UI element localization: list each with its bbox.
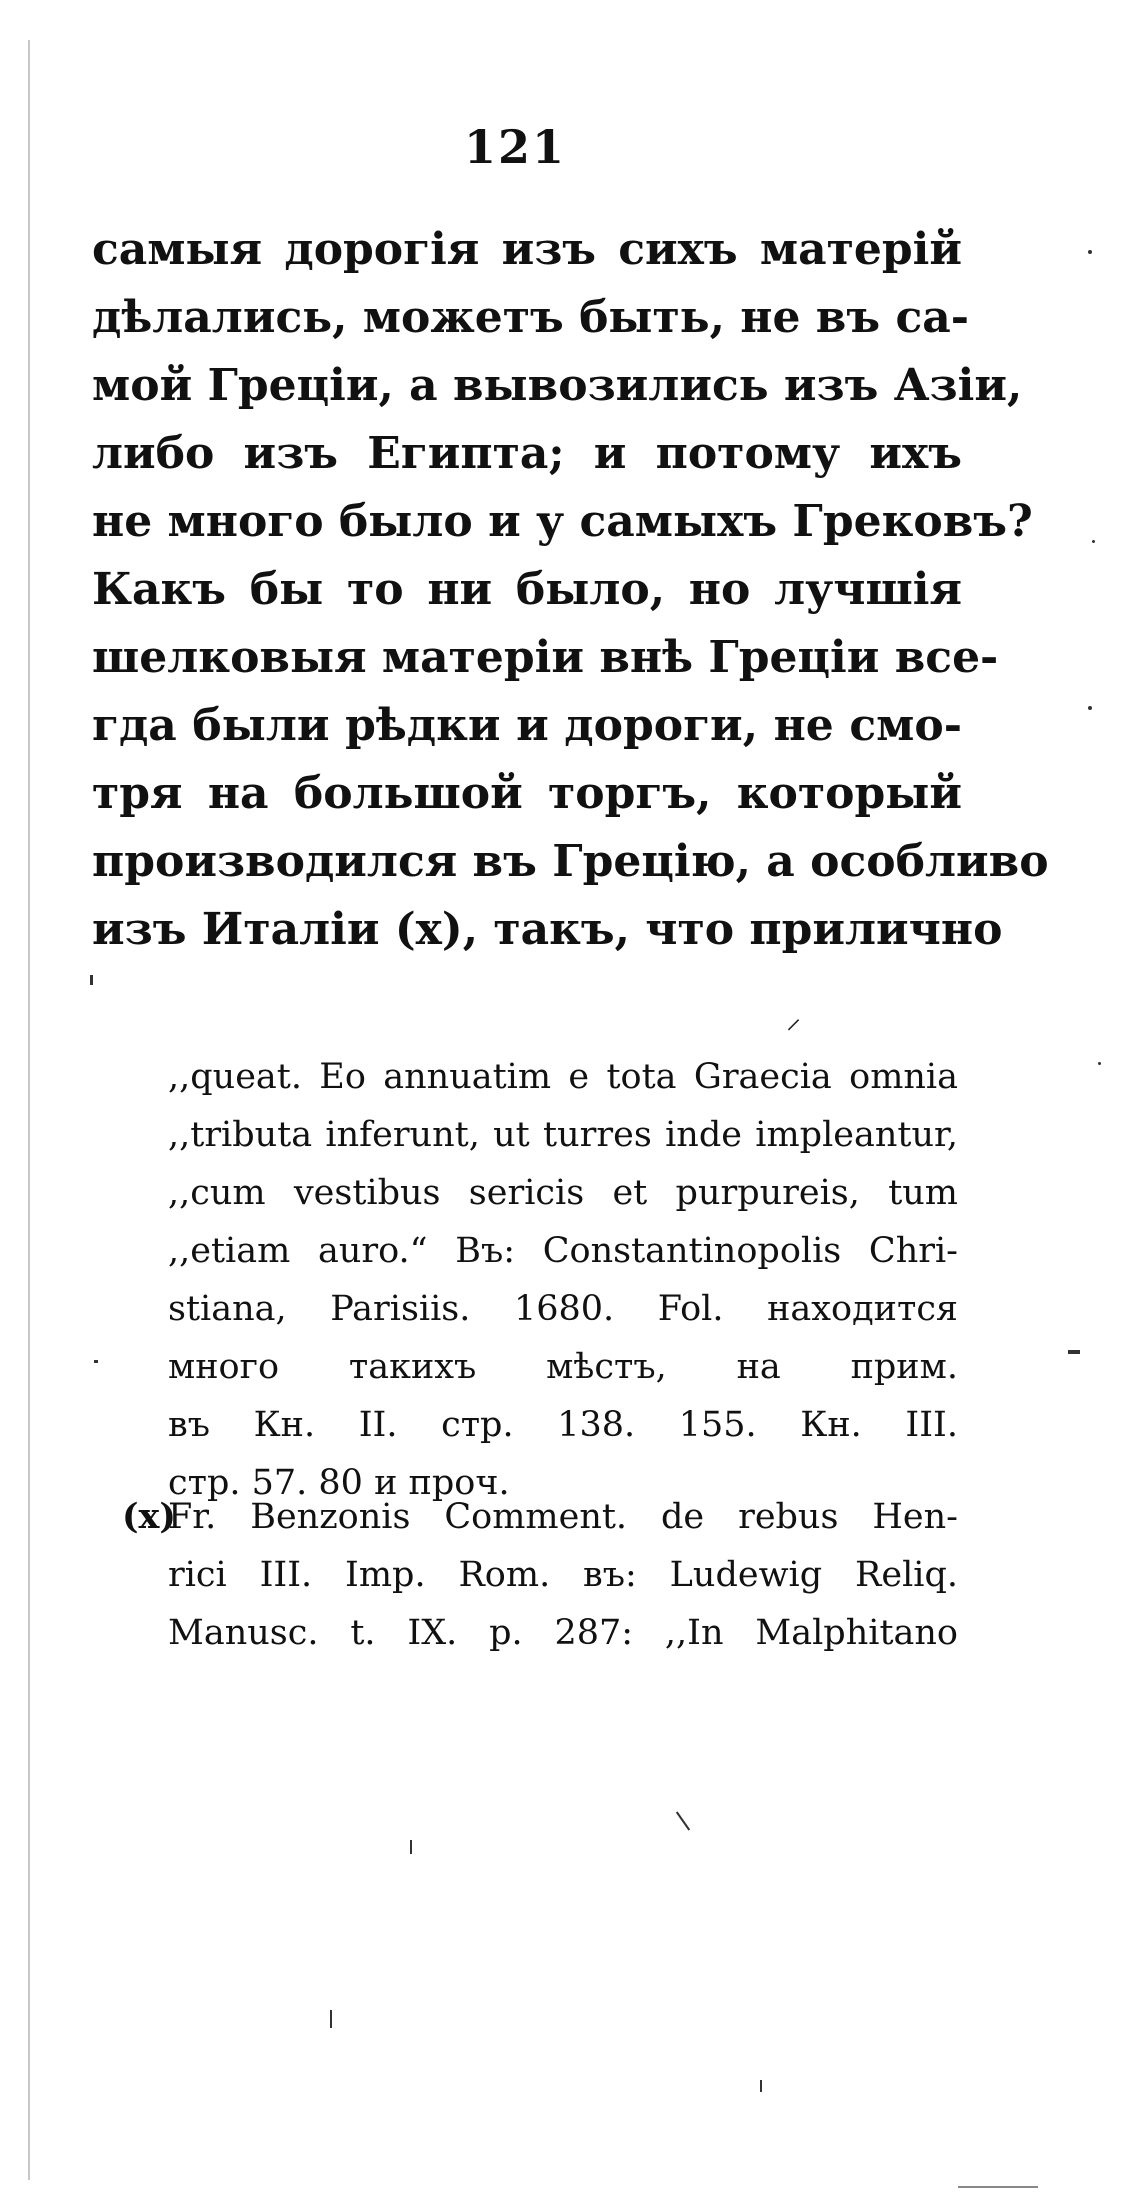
footnote-line: Fr. Benzonis Comment. de rebus Hen- [168,1497,958,1537]
footnote-line: rici III. Imp. Rom. въ: Ludewig Reliq. [168,1555,958,1595]
footnote-line: ,,etiam auro.“ Въ: Constantinopolis Chri- [168,1231,958,1271]
footnote-x-row [122,1604,958,1662]
footnote-marker: (x) [122,1496,176,1537]
main-text-line: тря на большой торгъ, который [92,768,962,819]
ink-speck [1088,250,1092,254]
ink-speck [1068,1350,1080,1354]
ink-speck [330,2010,332,2028]
footnote-line: стр. 57. 80 и проч. [168,1463,510,1503]
footnote-x [122,1488,958,1662]
main-text-line: гда были рѣдки и дороги, не смо- [92,700,962,751]
main-text-line: шелковыя матеріи внѣ Греціи все- [92,632,999,683]
ink-speck [760,2080,762,2092]
main-text-line: Какъ бы то ни было, но лучшія [92,564,962,615]
ink-speck [410,1840,412,1854]
page-edge-line [28,40,30,2180]
page-number: 121 [463,120,567,174]
footnote-continuation [168,1048,958,1512]
ink-speck [1092,540,1095,543]
footnote-line: ,,queat. Eo annuatim e tota Graecia omnia [168,1057,958,1097]
footnote-line: ,,tributa inferunt, ut turres inde impleantur, [168,1115,958,1155]
main-text-block [92,216,1049,964]
main-text-line: дѣлались, можетъ быть, не въ са- [92,292,970,343]
main-text-line: изъ Италіи (x), такъ, что прилично [92,904,1003,955]
ink-speck [94,1360,98,1363]
footnote-x-row [122,1546,958,1604]
ink-speck [676,1811,690,1830]
footnote-line: много такихъ мѣстъ, на прим. [168,1347,958,1387]
main-text-line: самыя дорогія изъ сихъ матерій [92,224,962,275]
main-text-line: производился въ Грецію, а особливо [92,836,1049,887]
footnote-line: ,,cum vestibus sericis et purpureis, tum [168,1173,958,1213]
footnote-line: Manusc. t. IX. p. 287: ,,In Malphitano [168,1613,958,1653]
footnote-x-first-row [122,1488,958,1546]
footnote-line: въ Кн. II. стр. 138. 155. Кн. III. [168,1405,958,1445]
main-text-line: мой Греціи, а вывозились изъ Азіи, [92,360,1023,411]
ink-speck [1088,706,1092,710]
ink-speck [1098,1062,1101,1065]
main-text-line: либо изъ Египта; и потому ихъ [92,428,962,479]
footnote-line: stiana, Parisiis. 1680. Fol. находится [168,1289,958,1329]
ink-speck [90,975,93,985]
ink-speck [958,2186,1038,2188]
ink-mark: ⸝ [786,1001,801,1036]
main-text-line: не много было и у самыхъ Грековъ? [92,496,1033,547]
